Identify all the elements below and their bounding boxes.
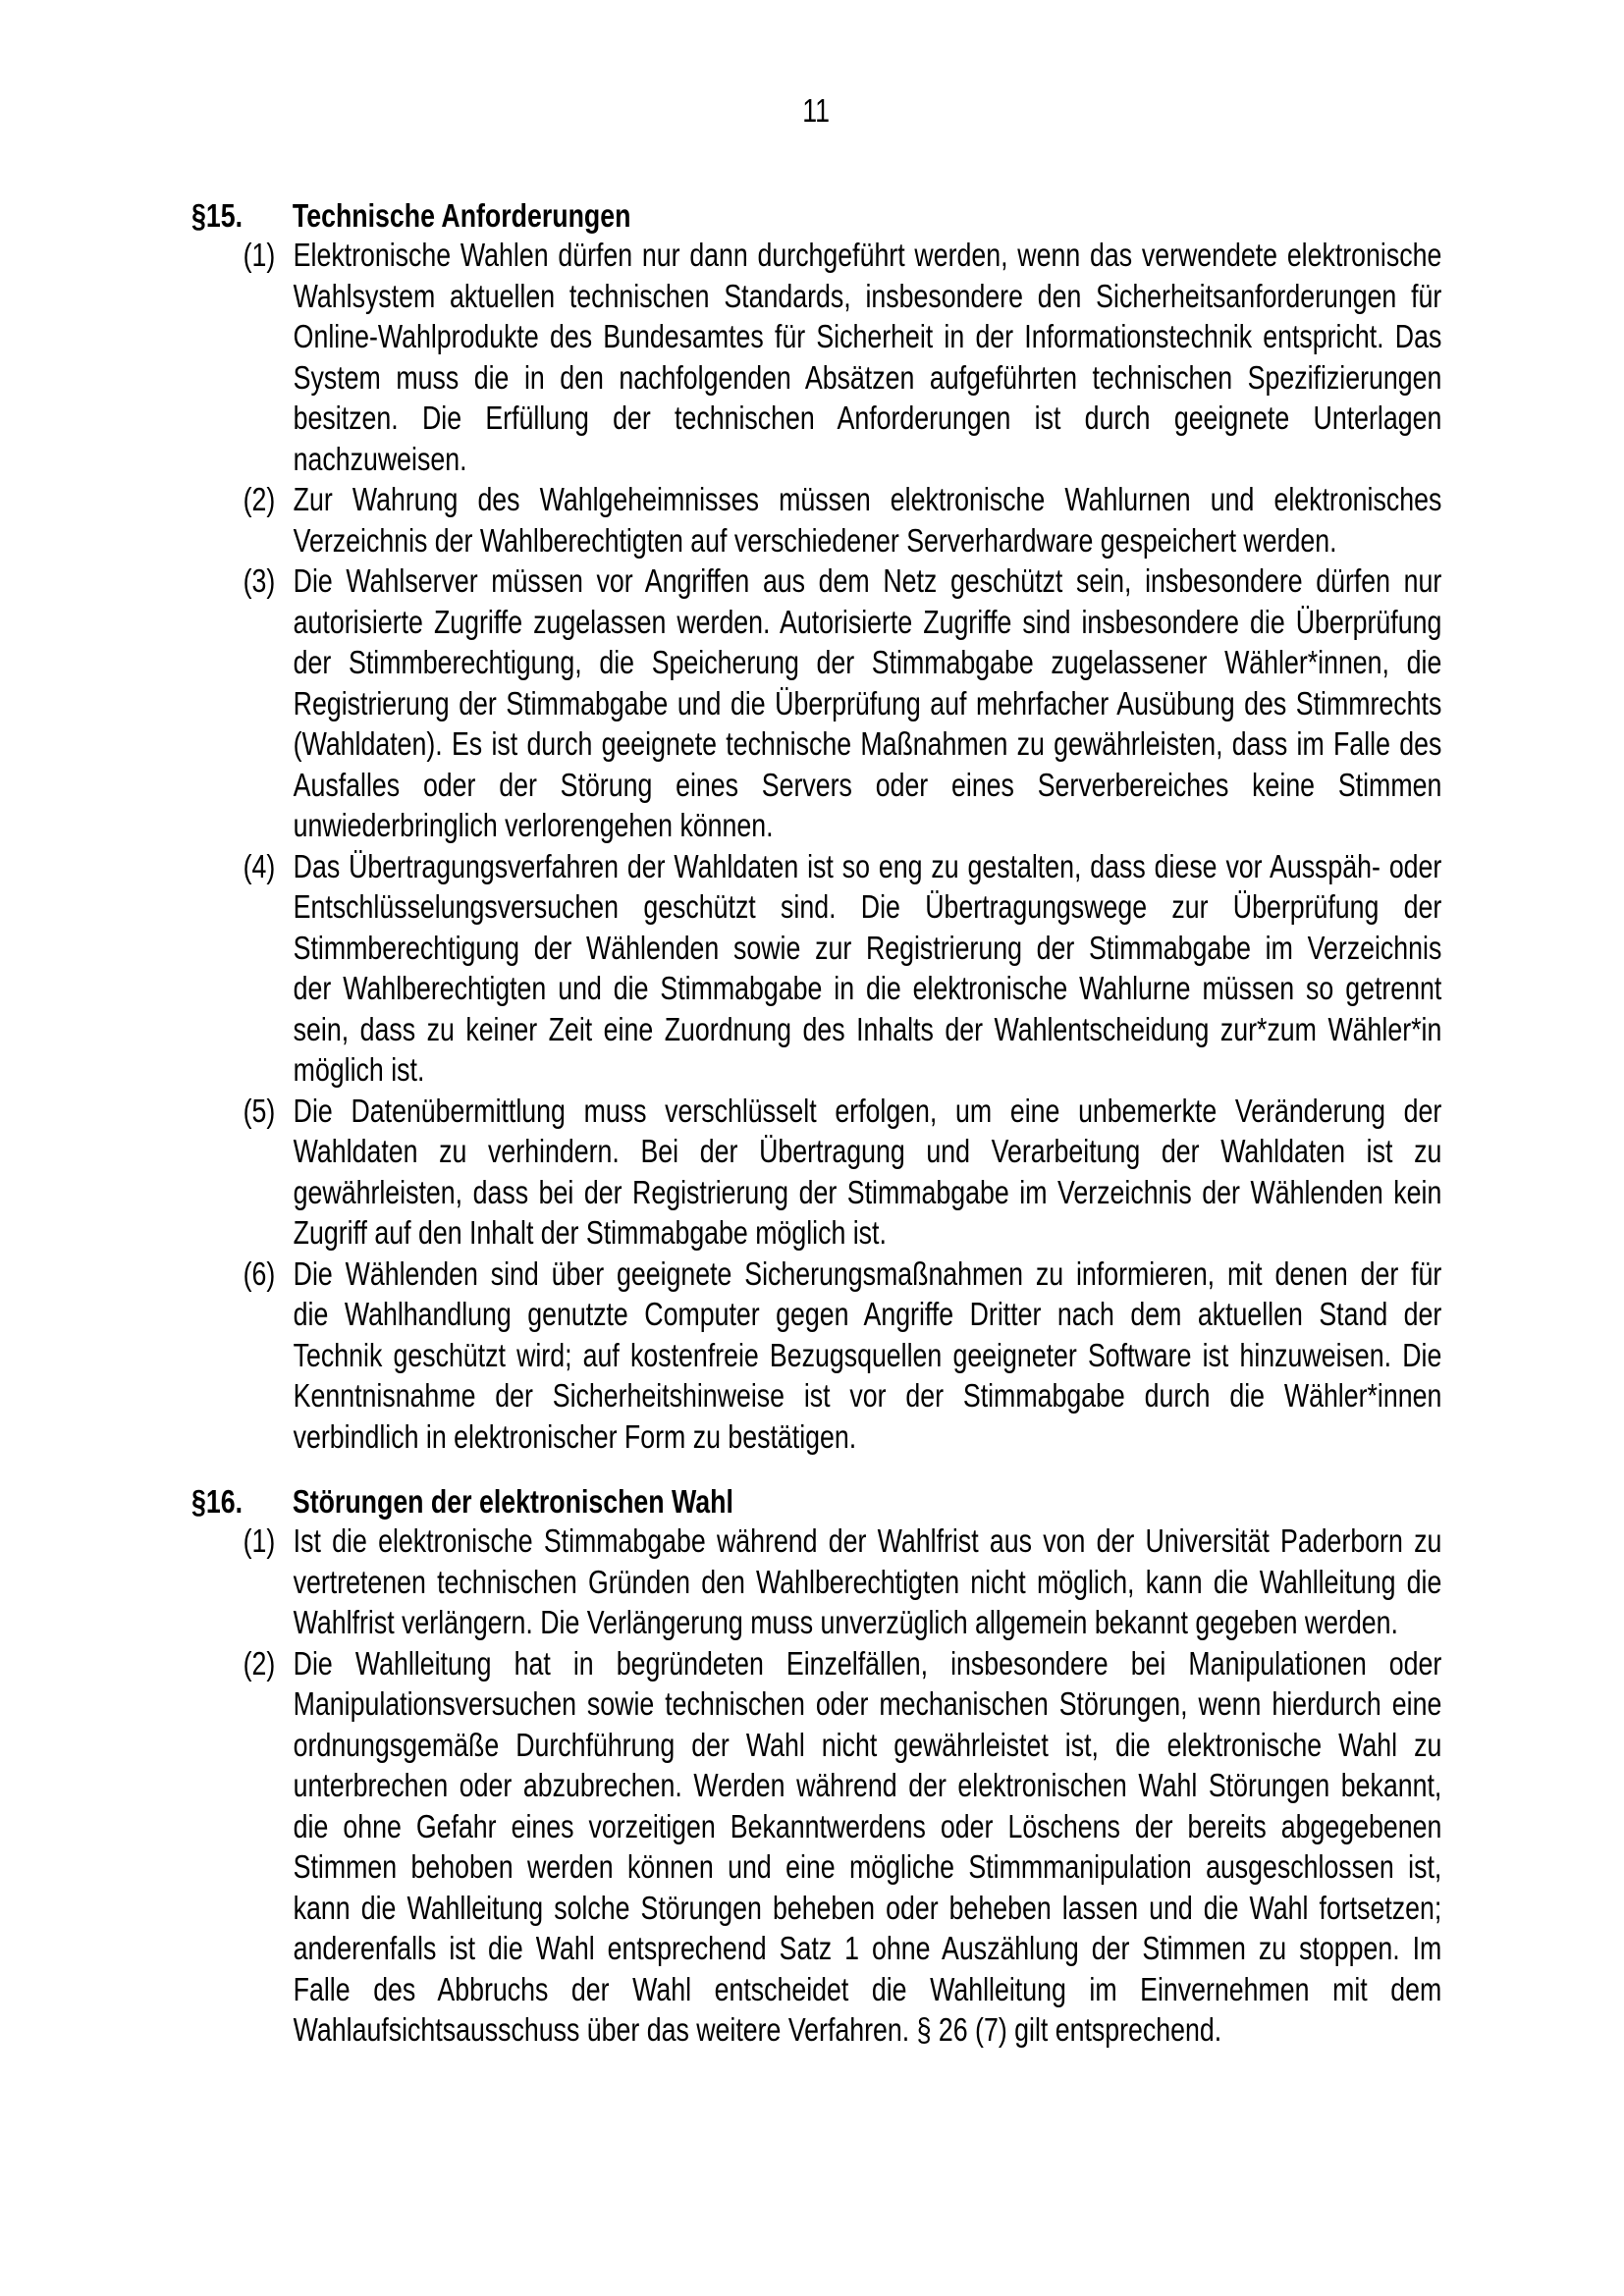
section-heading [191, 1482, 1442, 1521]
paragraph-line: die Wahlhandlung genutzte Computer gegen Angriffe Dritter nach dem aktuellen Stand der [293, 1296, 1442, 1332]
paragraph-line: Ausfalles oder der Störung eines Servers oder eines Serverbereiches keine Stimmen [293, 766, 1442, 803]
paragraph-line: Entschlüsselungsversuchen geschützt sind. Die Übertragungswege zur Überprüfung der [293, 888, 1442, 925]
paragraph-line: Falle des Abbruchs der Wahl entscheidet die Wahlleitung im Einvernehmen mit dem [293, 1970, 1442, 2007]
paragraph-line: Ist die elektronische Stimmabgabe während der Wahlfrist aus von der Universität Paderborn zu [293, 1522, 1442, 1559]
paragraph-line: nachzuweisen. [293, 440, 467, 477]
paragraph-line: der Wahlberechtigten und die Stimmabgabe in die elektronische Wahlurne müssen so getrennt [293, 970, 1442, 1006]
paragraph-line: ordnungsgemäße Durchführung der Wahl nicht gewährleistet ist, die elektronische Wahl zu [293, 1726, 1442, 1763]
paragraph-line: Wahlaufsichtsausschuss über das weitere Verfahren. § 26 (7) gilt entsprechend. [293, 2011, 1222, 2048]
list-item [191, 1521, 1442, 1643]
list-item [191, 479, 1442, 561]
paragraph-line: der Stimmberechtigung, die Speicherung der Stimmabgabe zugelassener Wähler*innen, die [293, 644, 1442, 680]
item-number: (5) [243, 1092, 276, 1129]
paragraph-line: (Wahldaten). Es ist durch geeignete technische Maßnahmen zu gewährleisten, dass im Falle des [293, 725, 1442, 762]
paragraph-line: kann die Wahlleitung solche Störungen beheben oder beheben lassen und die Wahl fortsetzen; [293, 1889, 1442, 1926]
paragraph-line: Zugriff auf den Inhalt der Stimmabgabe möglich ist. [293, 1214, 887, 1251]
paragraph-line: verbindlich in elektronischer Form zu bestätigen. [293, 1417, 857, 1455]
paragraph-line: anderenfalls ist die Wahl entsprechend Satz 1 ohne Auszählung der Stimmen zu stoppen. Im [293, 1930, 1442, 1966]
item-number: (6) [243, 1255, 276, 1292]
paragraph-line: die ohne Gefahr eines vorzeitigen Bekanntwerdens oder Löschens der bereits abgegebenen [293, 1807, 1442, 1844]
paragraph-line: Die Datenübermittlung muss verschlüsselt erfolgen, um eine unbemerkte Veränderung der [293, 1092, 1442, 1129]
paragraph-line: Die Wahlleitung hat in begründeten Einzelfällen, insbesondere bei Manipulationen oder [293, 1644, 1442, 1682]
paragraph-line: autorisierte Zugriffe zugelassen werden. Autorisierte Zugriffe sind insbesondere die Überprüfung [293, 603, 1442, 640]
paragraph-line: Zur Wahrung des Wahlgeheimnisses müssen elektronische Wahlurnen und elektronisches [293, 481, 1442, 517]
section-16 [191, 1482, 1442, 2051]
paragraph-line: Die Wählenden sind über geeignete Sicherungsmaßnahmen zu informieren, mit denen der für [293, 1255, 1442, 1292]
list-item [191, 1091, 1442, 1254]
paragraph-line: Das Übertragungsverfahren der Wahldaten ist so eng zu gestalten, dass diese vor Ausspäh- oder [293, 847, 1442, 884]
paragraph-line: Wahlfrist verlängern. Die Verlängerung muss unverzüglich allgemein bekannt gegeben werden. [293, 1604, 1398, 1640]
document-body [191, 196, 1442, 2051]
paragraph-line: Wahlsystem aktuellen technischen Standards, insbesondere den Sicherheitsanforderungen für [293, 277, 1442, 314]
paragraph-line: möglich ist. [293, 1051, 425, 1088]
paragraph-line: Kenntnisnahme der Sicherheitshinweise ist vor der Stimmabgabe durch die Wähler*innen [293, 1377, 1442, 1414]
paragraph-line: gewährleisten, dass bei der Registrierung der Stimmabgabe im Verzeichnis der Wählenden kein [293, 1173, 1442, 1210]
paragraph-line: Elektronische Wahlen dürfen nur dann durchgeführt werden, wenn das verwendete elektronische [293, 237, 1442, 273]
section-heading [191, 196, 1442, 235]
section-15 [191, 196, 1442, 1457]
paragraph-line: unterbrechen oder abzubrechen. Werden während der elektronischen Wahl Störungen bekannt, [293, 1767, 1442, 1803]
item-number: (3) [243, 562, 276, 599]
paragraph-line: Registrierung der Stimmabgabe und die Überprüfung auf mehrfacher Ausübung des Stimmrechts [293, 684, 1442, 721]
paragraph-line: vertretenen technischen Gründen den Wahlberechtigten nicht möglich, kann die Wahlleitung die [293, 1563, 1442, 1600]
paragraph-line: sein, dass zu keiner Zeit eine Zuordnung des Inhalts der Wahlentscheidung zur*zum Wähler*in [293, 1010, 1442, 1047]
section-number: §16. [191, 1483, 244, 1520]
section-number: §15. [191, 197, 244, 234]
paragraph-line: Technik geschützt wird; auf kostenfreie Bezugsquellen geeigneter Software ist hinzuweisen. Die [293, 1336, 1442, 1373]
list-item [191, 561, 1442, 846]
paragraph-line: Online-Wahlprodukte des Bundesamtes für Sicherheit in der Informationstechnik entspricht. Das [293, 318, 1442, 354]
item-number: (1) [243, 1522, 276, 1559]
item-number: (4) [243, 847, 276, 884]
paragraph-line: System muss die in den nachfolgenden Absätzen aufgeführten technischen Spezifizierungen [293, 358, 1442, 396]
section-title: Störungen der elektronischen Wahl [292, 1483, 733, 1520]
paragraph-line: Wahldaten zu verhindern. Bei der Übertragung und Verarbeitung der Wahldaten ist zu [293, 1133, 1442, 1169]
paragraph-line: unwiederbringlich verlorengehen können. [293, 807, 774, 843]
list-item [191, 1643, 1442, 2051]
page-number-text: 11 [802, 92, 831, 129]
list-item [191, 235, 1442, 479]
paragraph-line: Manipulationsversuchen sowie technischen oder mechanischen Störungen, wenn hierdurch eine [293, 1685, 1442, 1722]
item-number: (2) [243, 1644, 276, 1682]
paragraph-line: Stimmen behoben werden können und eine mögliche Stimmmanipulation ausgeschlossen ist, [293, 1848, 1442, 1885]
item-number: (1) [243, 237, 276, 273]
list-item [191, 846, 1442, 1091]
list-item [191, 1254, 1442, 1458]
page-number [0, 90, 1624, 132]
paragraph-line: Stimmberechtigung der Wählenden sowie zur Registrierung der Stimmabgabe im Verzeichnis [293, 929, 1442, 966]
paragraph-line: Verzeichnis der Wahlberechtigten auf verschiedener Serverhardware gespeichert werden. [293, 521, 1337, 559]
item-number: (2) [243, 481, 276, 517]
paragraph-line: Die Wahlserver müssen vor Angriffen aus dem Netz geschützt sein, insbesondere dürfen nur [293, 562, 1442, 599]
paragraph-line: besitzen. Die Erfüllung der technischen Anforderungen ist durch geeignete Unterlagen [293, 400, 1442, 436]
section-title: Technische Anforderungen [292, 197, 631, 234]
